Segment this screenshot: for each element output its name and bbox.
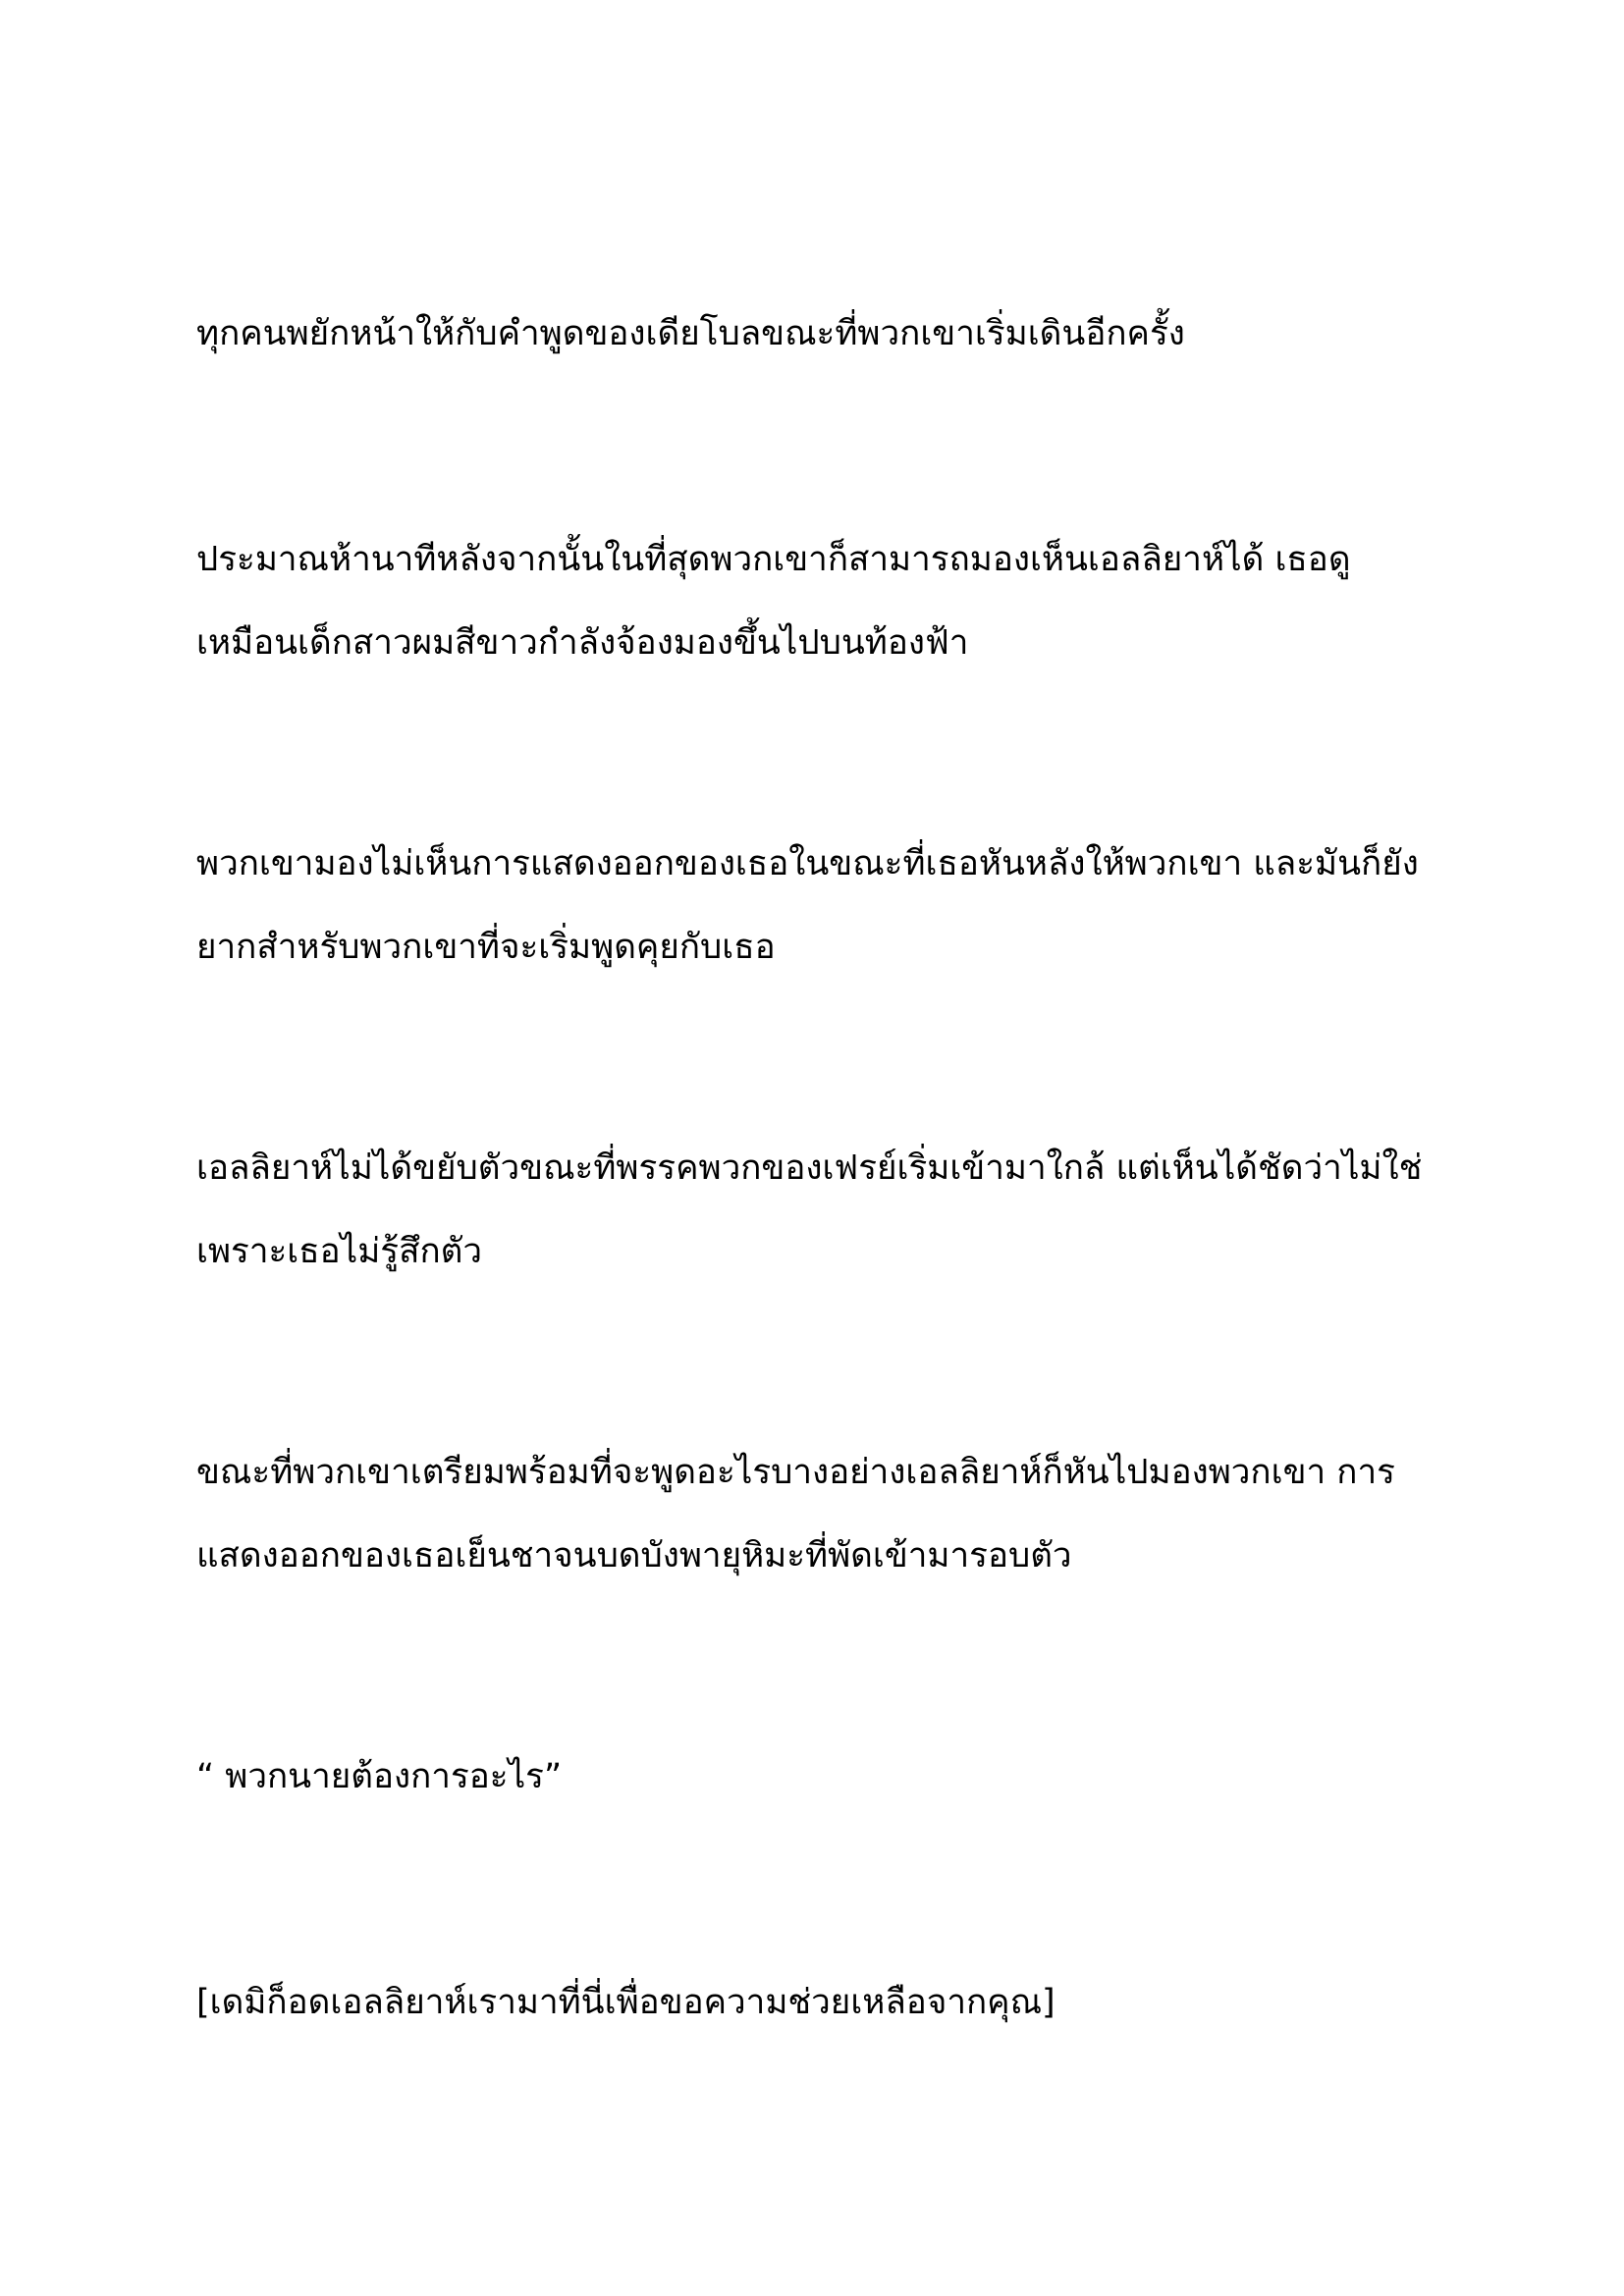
bracketed-line: [เดมิก็อดเอลลิยาห์เรามาที่นี่เพื่อขอความช่วยเหลือจากคุณ] — [196, 1983, 1056, 2022]
text-line: เพราะเธอไม่รู้สึกตัว — [196, 1232, 483, 1271]
text-line: ประมาณห้านาทีหลังจากนั้นในที่สุดพวกเขาก็สามารถมองเห็นเอลลิยาห์ได้ เธอดู — [196, 540, 1351, 579]
text-line: เอลลิยาห์ไม่ได้ขยับตัวขณะที่พรรคพวกของเฟรย์เริ่มเข้ามาใกล้ แต่เห็นได้ชัดว่าไม่ใช่ — [196, 1148, 1423, 1188]
text-line: ทุกคนพยักหน้าให้กับคำพูดของเดียโบลขณะที่พวกเขาเริ่มเดินอีกครั้ง — [196, 314, 1185, 353]
dialogue-line: “ พวกนายต้องการอะไร” — [196, 1757, 563, 1796]
text-line: ยากสำหรับพวกเขาที่จะเริ่มพูดคุยกับเธอ — [196, 928, 776, 967]
text-line: พวกเขามองไม่เห็นการแสดงออกของเธอในขณะที่เธอหันหลังให้พวกเขา และมันก็ยัง — [196, 844, 1419, 883]
text-line: ขณะที่พวกเขาเตรียมพร้อมที่จะพูดอะไรบางอย่างเอลลิยาห์ก็หันไปมองพวกเขา การ — [196, 1453, 1395, 1492]
text-line: แสดงออกของเธอเย็นชาจนบดบังพายุหิมะที่พัดเข้ามารอบตัว — [196, 1536, 1072, 1575]
text-line: เหมือนเด็กสาวผมสีขาวกำลังจ้องมองขึ้นไปบนท้องฟ้า — [196, 623, 969, 663]
